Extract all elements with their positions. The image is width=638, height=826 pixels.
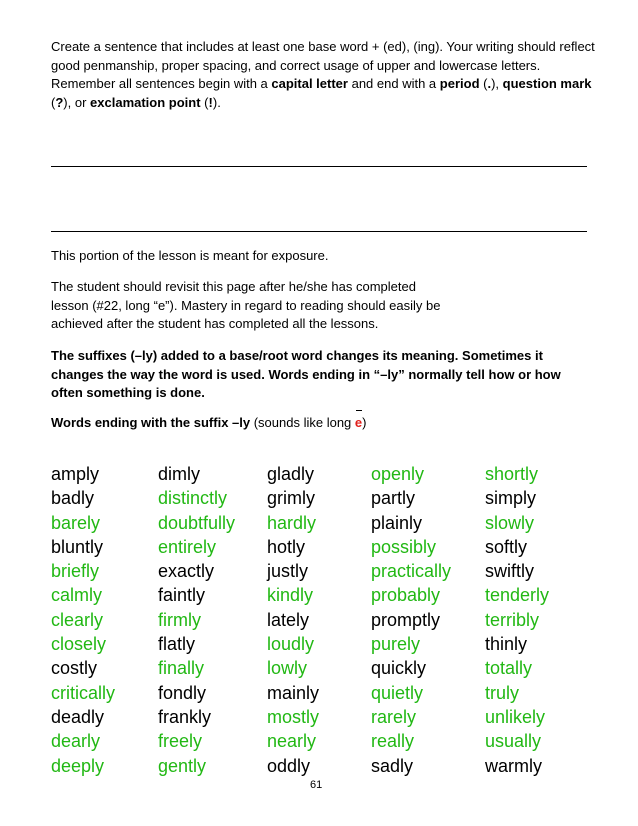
exclamation-symbol: ! — [208, 94, 213, 110]
word-item: plainly — [371, 512, 423, 533]
word-item: distinctly — [158, 488, 228, 509]
word-item: frankly — [158, 706, 212, 727]
macron-mark — [356, 410, 362, 411]
word-item: quietly — [371, 682, 424, 703]
word-column-1 — [51, 462, 171, 778]
word-column-3 — [267, 462, 387, 778]
instruction-text: ( — [479, 76, 488, 91]
word-item: entirely — [158, 536, 217, 557]
word-item: dearly — [51, 731, 101, 752]
word-item: amply — [51, 464, 100, 484]
word-item: calmly — [51, 585, 103, 606]
revisit-note: The student should revisit this page after he/she has completed lesson (#22, long “e”). Mastery in regard to reading should easily be achieved after the student has completed all the lessons. — [51, 279, 441, 331]
word-item: partly — [371, 488, 416, 509]
word-item: freely — [158, 731, 203, 752]
word-item: sadly — [371, 755, 414, 776]
word-item: grimly — [267, 488, 315, 509]
word-item: probably — [371, 585, 441, 606]
word-item: hotly — [267, 536, 306, 557]
instruction-text: ( — [200, 94, 209, 110]
heading-bold-text: Words ending with the suffix –ly — [51, 415, 251, 430]
word-item: deadly — [51, 706, 105, 727]
exclamation-point-term: exclamation point — [90, 94, 201, 110]
page-number: 61 — [310, 779, 323, 791]
word-item: unlikely — [485, 706, 546, 727]
word-item: warmly — [485, 755, 542, 776]
long-e-text: e — [354, 415, 363, 430]
word-item: promptly — [371, 609, 441, 630]
word-item: mainly — [267, 682, 320, 703]
instruction-text: ( — [51, 94, 56, 110]
word-item: shortly — [485, 464, 539, 484]
word-item: fondly — [158, 682, 207, 703]
word-item: kindly — [267, 585, 314, 606]
exposure-note: This portion of the lesson is meant for exposure. — [51, 248, 329, 263]
word-item: loudly — [267, 634, 315, 655]
instruction-text: ), — [491, 76, 503, 91]
word-item: softly — [485, 536, 528, 557]
word-item: rarely — [371, 706, 417, 727]
word-item: slowly — [485, 512, 535, 533]
word-item: terribly — [485, 609, 540, 630]
word-item: lowly — [267, 658, 308, 679]
word-item: closely — [51, 634, 107, 655]
word-item: lately — [267, 609, 310, 630]
word-item: practically — [371, 561, 452, 582]
word-item: gladly — [267, 464, 315, 484]
word-item: totally — [485, 658, 533, 679]
word-item: firmly — [158, 609, 201, 630]
word-item: quickly — [371, 658, 427, 679]
word-item: deeply — [51, 755, 105, 776]
long-e-letter — [355, 414, 362, 433]
heading-normal-text: (sounds like long — [250, 415, 355, 430]
word-item: finally — [158, 658, 205, 679]
word-item: justly — [267, 561, 309, 582]
word-item: exactly — [158, 561, 215, 582]
word-item: purely — [371, 634, 421, 655]
question-mark-term: question mark — [502, 76, 592, 91]
word-item: really — [371, 731, 415, 752]
word-column-4 — [371, 462, 491, 778]
capital-letter-term: capital letter — [271, 76, 348, 91]
instruction-text: and end with a — [347, 76, 440, 91]
word-item: possibly — [371, 536, 437, 557]
word-item: bluntly — [51, 536, 104, 557]
word-item: oddly — [267, 755, 311, 776]
word-item: flatly — [158, 634, 196, 655]
word-item: gently — [158, 755, 207, 776]
word-item: costly — [51, 658, 98, 679]
word-item: critically — [51, 682, 116, 703]
word-column-5 — [485, 462, 605, 778]
word-column-2 — [158, 462, 278, 778]
heading-close-paren: ) — [362, 415, 367, 430]
question-mark-symbol: ? — [55, 94, 64, 110]
period-symbol: . — [487, 76, 492, 91]
word-item: truly — [485, 682, 520, 703]
writing-line-1[interactable] — [51, 166, 587, 167]
word-item: simply — [485, 488, 537, 509]
word-item: briefly — [51, 561, 100, 582]
word-item: badly — [51, 488, 95, 509]
word-item: clearly — [51, 609, 104, 630]
word-item: thinly — [485, 634, 528, 655]
writing-line-2[interactable] — [51, 231, 587, 232]
word-item: barely — [51, 512, 101, 533]
instruction-text: ), or — [63, 94, 91, 110]
instructions-paragraph — [51, 38, 596, 112]
word-item: openly — [371, 464, 425, 484]
word-item: mostly — [267, 706, 320, 727]
period-term: period — [439, 76, 480, 91]
word-item: nearly — [267, 731, 317, 752]
instruction-text: Create a sentence that includes at least one base word + (ed), (ing). Your writing should reflect good penmanship, proper spacing, and correct usage of upper and lowercase letters. Remember all sentences begin with a — [51, 39, 595, 91]
word-item: usually — [485, 731, 542, 752]
suffix-heading — [51, 414, 596, 433]
word-item: doubtfully — [158, 512, 236, 533]
word-item: hardly — [267, 512, 317, 533]
word-item: faintly — [158, 585, 206, 606]
suffix-rule: The suffixes (–ly) added to a base/root word changes its meaning. Sometimes it changes the way the word is used. Words ending in “–ly” normally tell how or how often something is done. — [51, 348, 561, 400]
word-item: swiftly — [485, 561, 534, 582]
word-item: tenderly — [485, 585, 550, 606]
instruction-text: ). — [212, 94, 221, 110]
word-item: dimly — [158, 464, 201, 484]
